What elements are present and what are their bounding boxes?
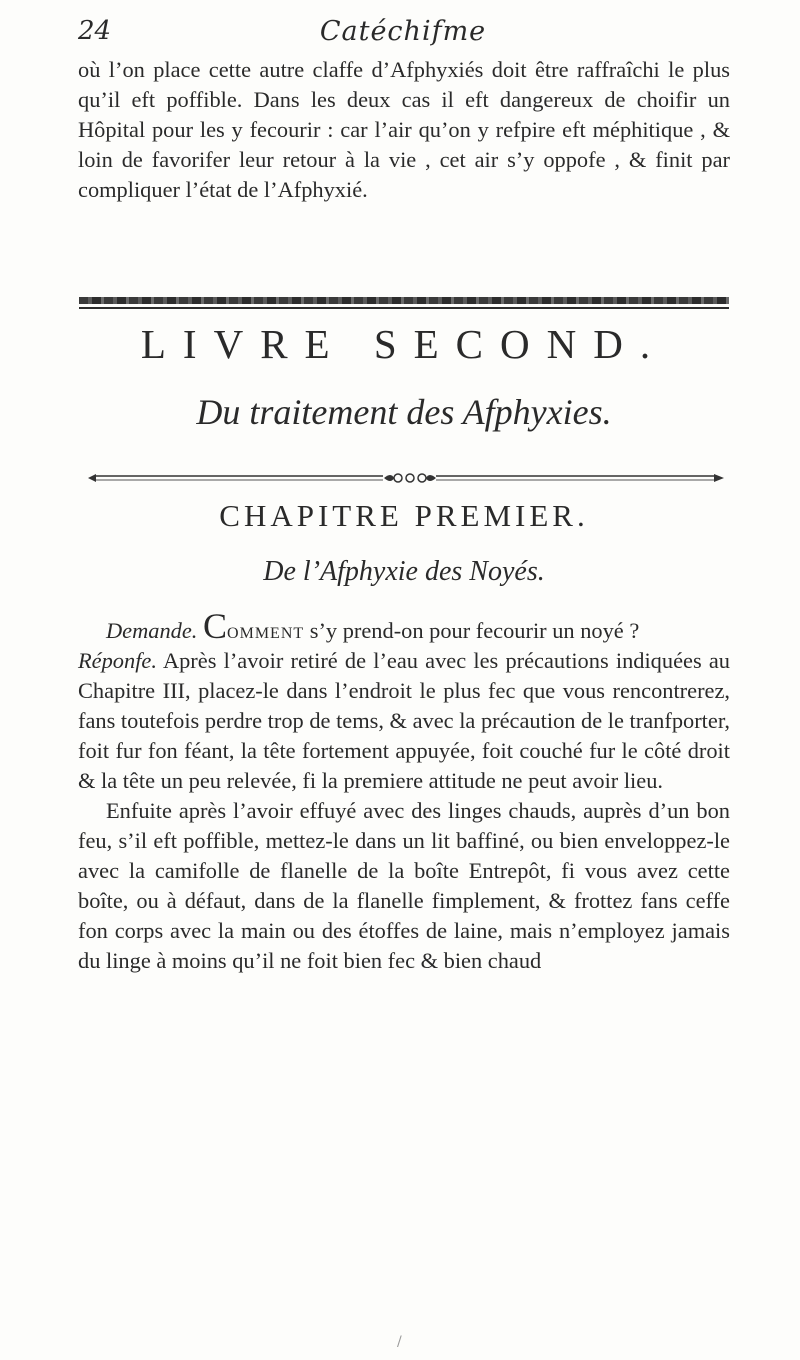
chapter-subtitle: De l’Afphyxie des Noyés. [263, 556, 545, 587]
divider-thick-rule [79, 297, 729, 304]
ornament-right-arrow [714, 474, 724, 482]
book-subtitle: Du traitement des Afphyxies. [196, 392, 612, 432]
question-paragraph [78, 606, 730, 646]
question-drop-cap: C [203, 606, 228, 646]
question-text: s’y prend-on pour fecourir un noyé ? [309, 618, 640, 643]
chapter-title: CHAPITRE PREMIER. [219, 498, 589, 533]
page-number: 24 [78, 16, 112, 46]
page-header [78, 16, 728, 56]
chapter-body [78, 606, 730, 976]
continuation-paragraph-block [78, 55, 730, 205]
chapter-ornament [88, 472, 724, 484]
ornament-left-arrow [88, 474, 96, 482]
answer-label: Réponfe. [78, 648, 157, 673]
treatment-paragraph: Enfuite après l’avoir effuyé avec des linges chauds, auprès d’un bon feu, s’il eft poffible, mettez-le dans un lit baffiné, ou bien enveloppez-le avec la camifolle de flanelle de la boîte Entrepôt, fi vous avez cette boîte, ou à défaut, dans de la flanelle fimplement, & frottez fans ceffe fon corps avec la main ou des étoffes de laine, mais n’employez jamais du linge à moins qu’il ne foit bien fec & bien chaud [78, 798, 730, 973]
divider-thin-rule [79, 307, 729, 309]
question-label: Demande. [106, 618, 198, 643]
ornament-center-flourish [384, 474, 436, 482]
running-title: Catéchifme [319, 16, 487, 47]
book-title: LIVRE SECOND. [140, 321, 668, 367]
footer-mark: / [397, 1334, 402, 1350]
answer-text: Après l’avoir retiré de l’eau avec les précautions indiquées au Chapitre III, placez-le dans l’endroit le plus fec que vous rencontrerez, fans toutefois perdre trop de tems, & avec la précaution de le tranfporter, foit fur fon féant, la tête fortement appuyée, foit couché fur le côté droit & la tête un peu relevée, fi la premiere attitude ne peut avoir lieu. [78, 648, 730, 793]
continuation-paragraph: où l’on place cette autre claffe d’Afphyxiés doit être raffraîchi le plus qu’il eft poffible. Dans les deux cas il eft dangereux de choifir un Hôpital pour les y fecourir : car l’air qu’on y refpire eft méphitique , & loin de favorifer leur retour à la vie , cet air s’y oppofe , & finit par compliquer l’état de l’Afphyxié. [78, 57, 730, 202]
section-divider [79, 297, 729, 311]
question-lead-word: omment [227, 618, 305, 643]
answer-paragraph [78, 646, 730, 796]
